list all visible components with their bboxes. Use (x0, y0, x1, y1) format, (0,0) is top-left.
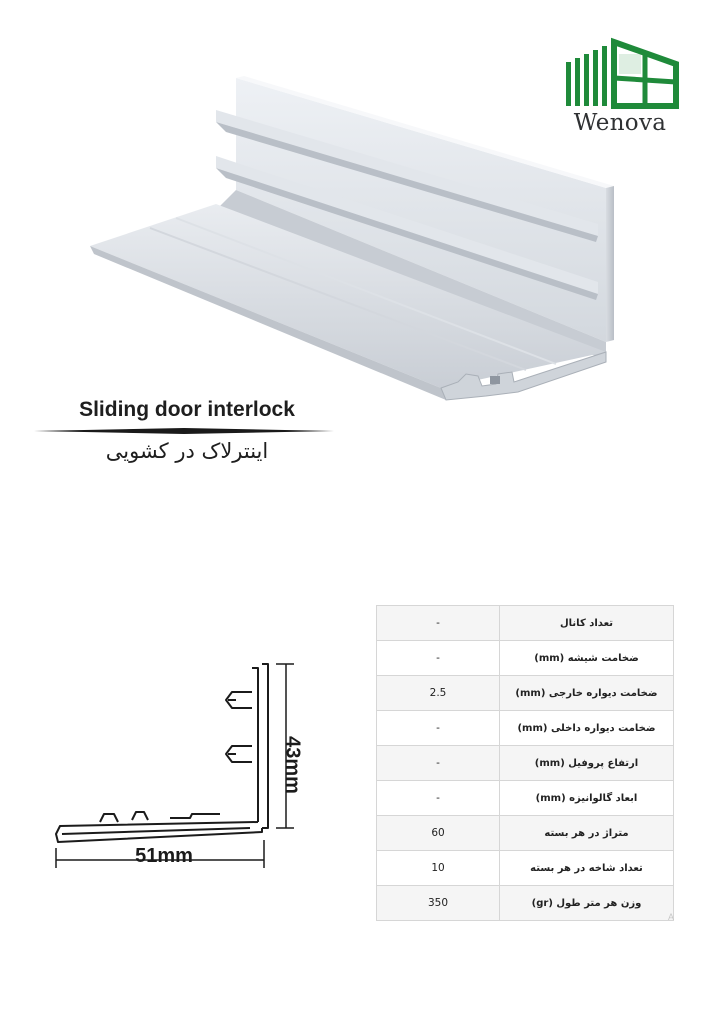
spec-value: - (377, 746, 500, 781)
profile-width-label: 51mm (135, 845, 193, 867)
product-title-fa: اینترلاک در کشویی (105, 439, 269, 463)
spec-label: وزن هر متر طول (gr) (500, 886, 674, 921)
spec-row (377, 816, 674, 851)
spec-label: ضخامت دیواره خارجی (mm) (500, 676, 674, 711)
spec-value: - (377, 641, 500, 676)
spec-value: - (377, 606, 500, 641)
spec-value: - (377, 711, 500, 746)
brand-name: Wenova (573, 110, 667, 136)
spec-value: 10 (377, 851, 500, 886)
title-divider (34, 428, 334, 434)
product-render-image (86, 70, 626, 420)
spec-row (377, 676, 674, 711)
spec-row (377, 781, 674, 816)
product-title-en: Sliding door interlock (79, 398, 295, 421)
spec-table (376, 605, 674, 921)
spec-label: تعداد شاخه در هر بسته (500, 851, 674, 886)
spec-row (377, 886, 674, 921)
spec-label: تعداد کانال (500, 606, 674, 641)
spec-value: 2.5 (377, 676, 500, 711)
spec-row (377, 851, 674, 886)
spec-label: ضخامت شیشه (mm) (500, 641, 674, 676)
profile-height-label: 43mm (281, 736, 304, 794)
spec-label: ابعاد گالوانیزه (mm) (500, 781, 674, 816)
spec-label: ارتفاع پروفیل (mm) (500, 746, 674, 781)
spec-table-body (377, 606, 674, 921)
spec-row (377, 711, 674, 746)
spec-value: - (377, 781, 500, 816)
profile-height-label-wrapper (272, 710, 312, 820)
spec-row (377, 641, 674, 676)
spec-row (377, 606, 674, 641)
spec-value: 60 (377, 816, 500, 851)
stray-mark: A (668, 912, 675, 922)
spec-label: ضخامت دیواره داخلی (mm) (500, 711, 674, 746)
spec-label: متراژ در هر بسته (500, 816, 674, 851)
spec-row (377, 746, 674, 781)
spec-value: 350 (377, 886, 500, 921)
